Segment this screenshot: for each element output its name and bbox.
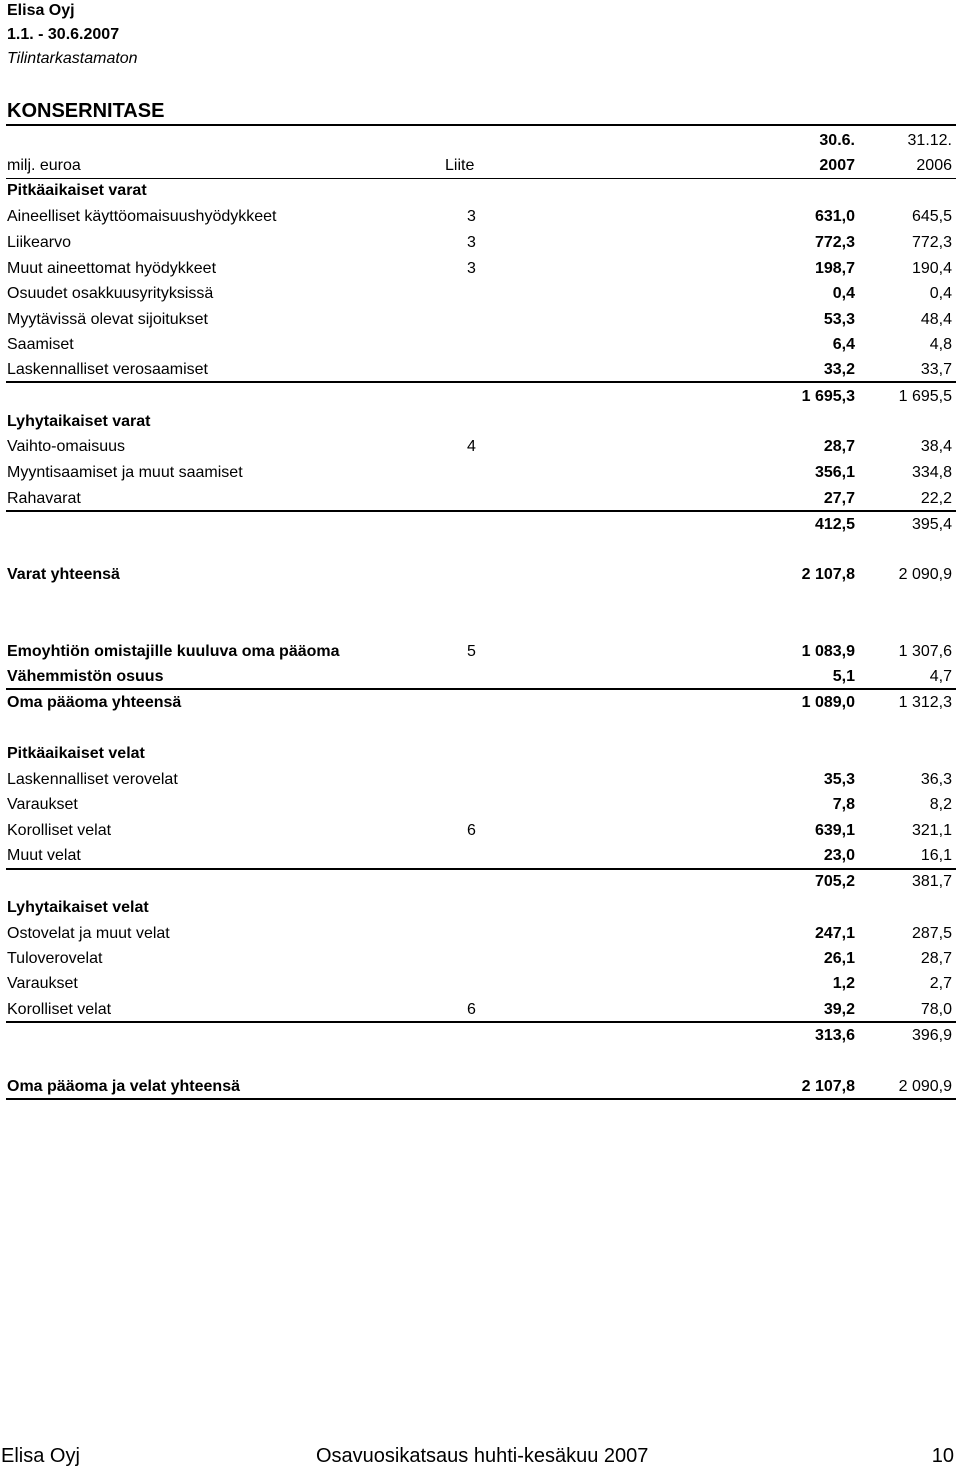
row-label: Lyhytaikaiset varat xyxy=(7,413,151,430)
footer-company: Elisa Oyj xyxy=(1,1445,80,1467)
table-row xyxy=(0,332,960,357)
grand-total-row xyxy=(0,1074,960,1099)
table-row xyxy=(0,971,960,996)
subtotal-row xyxy=(0,384,960,409)
row-note: 3 xyxy=(467,234,476,251)
row-value-previous: 645,5 xyxy=(911,208,952,225)
subtotal-rule xyxy=(6,381,956,383)
date-previous: 31.12. xyxy=(907,132,952,149)
row-value-previous: 16,1 xyxy=(920,847,952,864)
row-value-previous: 287,5 xyxy=(911,925,952,942)
title-rule xyxy=(6,124,956,126)
row-label: Korolliset velat xyxy=(7,1001,112,1018)
row-value-current: 356,1 xyxy=(814,464,855,481)
table-row xyxy=(0,843,960,868)
row-value-previous: 0,4 xyxy=(929,285,952,302)
footer-page-number: 10 xyxy=(931,1445,954,1467)
row-value-previous: 28,7 xyxy=(920,950,952,967)
row-value-previous: 334,8 xyxy=(911,464,952,481)
row-value-current: 33,2 xyxy=(823,361,855,378)
table-row xyxy=(0,946,960,971)
row-label: Emoyhtiön omistajille kuuluva oma pääoma xyxy=(7,643,340,660)
row-value-current: 7,8 xyxy=(832,796,855,813)
table-row xyxy=(0,204,960,229)
row-value-previous: 381,7 xyxy=(911,873,952,890)
row-value-previous: 2 090,9 xyxy=(898,566,952,583)
page-title: KONSERNITASE xyxy=(7,100,165,122)
row-value-current: 631,0 xyxy=(814,208,855,225)
row-value-current: 1 083,9 xyxy=(801,643,855,660)
row-note: 6 xyxy=(467,1001,476,1018)
row-label: Vaihto-omaisuus xyxy=(7,438,125,455)
row-value-previous: 2 090,9 xyxy=(898,1078,952,1095)
row-value-previous: 4,8 xyxy=(929,336,952,353)
table-row xyxy=(0,664,960,689)
total-row xyxy=(0,562,960,587)
row-label: Lyhytaikaiset velat xyxy=(7,899,149,916)
row-value-current: 412,5 xyxy=(814,516,855,533)
row-label: Varaukset xyxy=(7,975,78,992)
table-row xyxy=(0,178,960,203)
grand-total-rule xyxy=(6,1098,956,1100)
row-value-previous: 1 312,3 xyxy=(898,694,952,711)
row-value-current: 23,0 xyxy=(823,847,855,864)
row-value-previous: 396,9 xyxy=(911,1027,952,1044)
table-row xyxy=(0,256,960,281)
row-value-current: 247,1 xyxy=(814,925,855,942)
row-value-previous: 772,3 xyxy=(911,234,952,251)
total-row xyxy=(0,690,960,715)
row-value-current: 2 107,8 xyxy=(801,566,855,583)
row-label: Saamiset xyxy=(7,336,74,353)
row-value-current: 2 107,8 xyxy=(801,1078,855,1095)
row-value-current: 772,3 xyxy=(814,234,855,251)
row-note: 3 xyxy=(467,260,476,277)
unit-label: milj. euroa xyxy=(7,157,81,174)
report-period: 1.1. - 30.6.2007 xyxy=(7,26,120,43)
table-row xyxy=(0,434,960,459)
row-value-current: 1 695,3 xyxy=(801,388,855,405)
row-label: Muut aineettomat hyödykkeet xyxy=(7,260,217,277)
row-value-previous: 395,4 xyxy=(911,516,952,533)
table-row xyxy=(0,460,960,485)
table-row xyxy=(0,921,960,946)
row-label: Pitkäaikaiset varat xyxy=(7,182,147,199)
table-row xyxy=(0,767,960,792)
row-value-current: 313,6 xyxy=(814,1027,855,1044)
row-value-previous: 321,1 xyxy=(911,822,952,839)
date-current: 30.6. xyxy=(819,132,855,149)
row-value-current: 39,2 xyxy=(823,1001,855,1018)
table-row xyxy=(0,895,960,920)
footer-report-title: Osavuosikatsaus huhti-kesäkuu 2007 xyxy=(316,1445,649,1467)
row-value-current: 53,3 xyxy=(823,311,855,328)
row-value-previous: 190,4 xyxy=(911,260,952,277)
table-row xyxy=(0,281,960,306)
row-value-previous: 22,2 xyxy=(920,490,952,507)
row-label: Rahavarat xyxy=(7,490,81,507)
row-note: 3 xyxy=(467,208,476,225)
row-label: Varat yhteensä xyxy=(7,566,120,583)
row-value-previous: 33,7 xyxy=(920,361,952,378)
subtotal-row xyxy=(0,1023,960,1048)
row-value-current: 705,2 xyxy=(814,873,855,890)
row-label: Myytävissä olevat sijoitukset xyxy=(7,311,208,328)
row-value-current: 198,7 xyxy=(814,260,855,277)
header-row-dates xyxy=(0,128,960,153)
row-value-current: 0,4 xyxy=(832,285,855,302)
row-label: Liikearvo xyxy=(7,234,72,251)
row-label: Oma pääoma yhteensä xyxy=(7,694,182,711)
row-value-current: 1 089,0 xyxy=(801,694,855,711)
table-row xyxy=(0,307,960,332)
row-note: 6 xyxy=(467,822,476,839)
row-value-previous: 4,7 xyxy=(929,668,952,685)
year-previous: 2006 xyxy=(916,157,952,174)
row-label: Aineelliset käyttöomaisuushyödykkeet xyxy=(7,208,277,225)
company-name: Elisa Oyj xyxy=(7,2,75,19)
table-row xyxy=(0,639,960,664)
row-value-previous: 1 307,6 xyxy=(898,643,952,660)
table-row xyxy=(0,818,960,843)
row-value-current: 5,1 xyxy=(832,668,855,685)
table-row xyxy=(0,741,960,766)
row-label: Tuloverovelat xyxy=(7,950,103,967)
row-label: Laskennalliset verosaamiset xyxy=(7,361,208,378)
row-label: Myyntisaamiset ja muut saamiset xyxy=(7,464,243,481)
row-value-previous: 48,4 xyxy=(920,311,952,328)
row-label: Korolliset velat xyxy=(7,822,112,839)
row-value-previous: 1 695,5 xyxy=(898,388,952,405)
row-label: Vähemmistön osuus xyxy=(7,668,164,685)
row-note: 5 xyxy=(467,643,476,660)
row-value-current: 35,3 xyxy=(823,771,855,788)
row-label: Oma pääoma ja velat yhteensä xyxy=(7,1078,240,1095)
year-current: 2007 xyxy=(819,157,855,174)
row-value-previous: 2,7 xyxy=(929,975,952,992)
row-label: Pitkäaikaiset velat xyxy=(7,745,145,762)
row-value-current: 6,4 xyxy=(832,336,855,353)
row-label: Laskennalliset verovelat xyxy=(7,771,178,788)
table-row xyxy=(0,357,960,382)
row-value-current: 28,7 xyxy=(823,438,855,455)
row-value-previous: 38,4 xyxy=(920,438,952,455)
table-row xyxy=(0,409,960,434)
table-row xyxy=(0,997,960,1022)
row-label: Ostovelat ja muut velat xyxy=(7,925,170,942)
header-row-columns xyxy=(0,153,960,178)
row-value-current: 26,1 xyxy=(823,950,855,967)
row-note: 4 xyxy=(467,438,476,455)
row-label: Muut velat xyxy=(7,847,81,864)
note-column-header: Liite xyxy=(445,157,475,174)
table-row xyxy=(0,792,960,817)
table-row xyxy=(0,230,960,255)
audit-note: Tilintarkastamaton xyxy=(7,50,138,67)
row-value-previous: 78,0 xyxy=(920,1001,952,1018)
row-value-previous: 8,2 xyxy=(929,796,952,813)
row-value-current: 639,1 xyxy=(814,822,855,839)
row-label: Varaukset xyxy=(7,796,78,813)
table-row xyxy=(0,486,960,511)
row-value-previous: 36,3 xyxy=(920,771,952,788)
subtotal-row xyxy=(0,869,960,894)
subtotal-row xyxy=(0,512,960,537)
row-value-current: 1,2 xyxy=(832,975,855,992)
row-label: Osuudet osakkuusyrityksissä xyxy=(7,285,214,302)
row-value-current: 27,7 xyxy=(823,490,855,507)
